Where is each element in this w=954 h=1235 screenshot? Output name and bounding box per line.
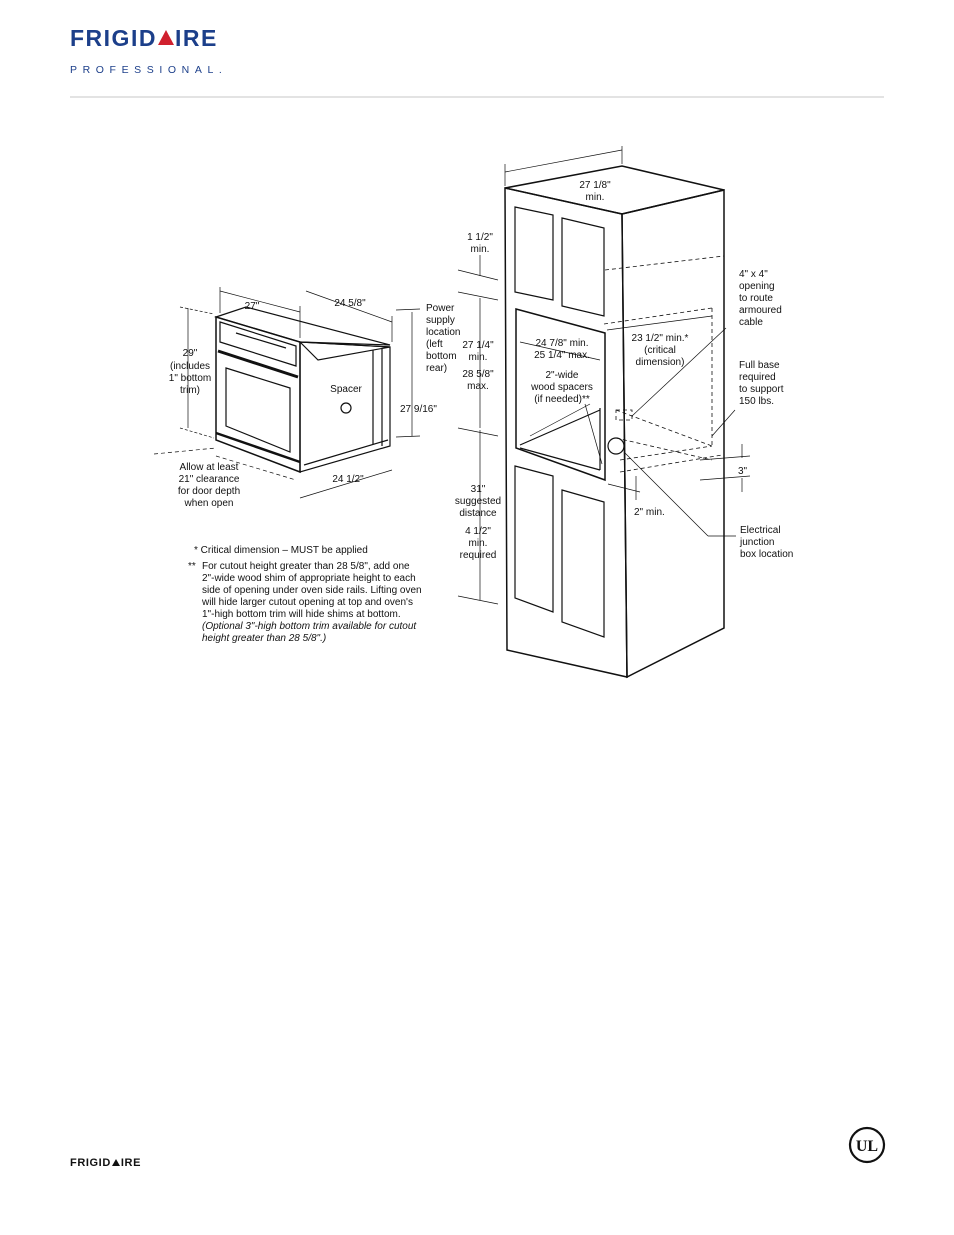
svg-text:(includes: (includes — [169, 361, 211, 372]
svg-text:min.: min. — [468, 538, 488, 549]
svg-text:to route: to route — [739, 293, 773, 304]
installation-notes — [188, 545, 422, 644]
svg-text:1" bottom: 1" bottom — [168, 373, 212, 384]
svg-text:For cutout height greater than: For cutout height greater than 28 5/8", add one — [202, 561, 410, 572]
svg-text:min.: min. — [585, 192, 605, 203]
svg-text:31": 31" — [470, 484, 486, 495]
svg-text:min.: min. — [470, 244, 490, 255]
junction-box-label — [739, 525, 793, 560]
svg-text:armoured: armoured — [739, 305, 782, 316]
svg-text:28 5/8": 28 5/8" — [462, 369, 494, 380]
svg-text:1 1/2": 1 1/2" — [467, 232, 493, 243]
svg-text:required: required — [739, 372, 776, 383]
door-clearance-label — [178, 462, 240, 509]
brand-subtitle: PROFESSIONAL. — [70, 64, 228, 76]
oven-depth-bottom-label: 24 1/2" — [332, 474, 364, 485]
cabinet-drawing — [505, 166, 724, 677]
three-inch-label: 3" — [738, 466, 748, 477]
brand-name: FRIGID IRE — [70, 25, 218, 51]
svg-text:trim): trim) — [180, 385, 200, 396]
wood-spacers-label — [530, 370, 593, 405]
critical-depth-label — [632, 333, 689, 368]
svg-text:UL: UL — [855, 1138, 879, 1155]
svg-text:4 1/2": 4 1/2" — [465, 526, 491, 537]
svg-text:wood spacers: wood spacers — [531, 382, 593, 393]
note-critical: * Critical dimension – MUST be applied — [194, 545, 368, 556]
oven-height-label — [169, 348, 211, 396]
svg-text:27 1/8": 27 1/8" — [579, 180, 611, 191]
svg-text:(critical: (critical — [644, 345, 676, 356]
svg-text:23 1/2" min.*: 23 1/2" min.* — [631, 333, 689, 344]
svg-text:Full base: Full base — [739, 360, 780, 371]
svg-text:to support: to support — [739, 384, 784, 395]
four-half-min-label — [460, 526, 497, 561]
two-inch-min-label: 2" min. — [634, 507, 665, 518]
power-supply-label — [426, 303, 460, 374]
svg-text:required: required — [459, 550, 497, 561]
note-double-star: ** — [188, 561, 196, 572]
svg-text:Allow at least: Allow at least — [179, 462, 239, 473]
svg-text:cable: cable — [739, 317, 763, 328]
svg-text:2"-wide wood shim of appropria: 2"-wide wood shim of appropriate height to each — [202, 573, 416, 584]
svg-text:(Optional 3"-high bottom trim: (Optional 3"-high bottom trim available for cutout — [202, 621, 417, 632]
svg-text:27 1/4": 27 1/4" — [462, 340, 494, 351]
oven-labels — [169, 298, 461, 509]
svg-text:dimension): dimension) — [635, 357, 685, 368]
svg-text:supply: supply — [426, 315, 455, 326]
svg-text:will hide larger cutout openin: will hide larger cutout opening at top and oven's — [202, 597, 413, 608]
top-gap-label — [467, 232, 493, 255]
svg-text:(if needed)**: (if needed)** — [534, 394, 590, 405]
oven-depth-top-label: 24 5/8" — [334, 298, 366, 309]
svg-text:side of opening under oven sid: side of opening under oven side rails. Lifting oven — [202, 585, 422, 596]
svg-text:Power: Power — [426, 303, 455, 314]
svg-text:25 1/4" max.: 25 1/4" max. — [534, 350, 590, 361]
svg-text:24 7/8" min.: 24 7/8" min. — [535, 338, 589, 349]
oven-width-label: 27" — [244, 301, 260, 312]
svg-text:for door depth: for door depth — [177, 486, 241, 497]
svg-text:Electrical: Electrical — [740, 525, 781, 536]
suggested-distance-label — [455, 484, 501, 519]
svg-text:min.: min. — [468, 352, 488, 363]
spacer-label: Spacer — [330, 384, 362, 395]
svg-text:1"-high bottom trim will hide: 1"-high bottom trim will hide shims at bottom. — [202, 609, 401, 620]
svg-text:distance: distance — [459, 508, 497, 519]
oven-side-height-label: 27 9/16" — [400, 404, 437, 415]
svg-text:29": 29" — [182, 348, 198, 359]
svg-text:(left: (left — [426, 339, 443, 350]
svg-text:21" clearance: 21" clearance — [178, 474, 240, 485]
svg-text:max.: max. — [467, 381, 489, 392]
svg-text:150 lbs.: 150 lbs. — [739, 396, 775, 407]
full-base-label — [739, 360, 784, 407]
svg-text:opening: opening — [739, 281, 775, 292]
cutout-width-label — [534, 338, 590, 361]
svg-text:2"-wide: 2"-wide — [545, 370, 579, 381]
svg-text:junction: junction — [740, 537, 775, 548]
svg-text:box location: box location — [740, 549, 794, 560]
oven-drawing — [216, 307, 390, 472]
footer-brand: FRIGID IRE — [70, 1157, 142, 1169]
svg-text:height greater than 28 5/8".): height greater than 28 5/8".) — [202, 633, 327, 644]
svg-text:location: location — [426, 327, 461, 338]
footer-triangle-icon — [112, 1159, 120, 1166]
ul-certification-icon — [848, 1126, 886, 1164]
cable-opening-label — [739, 269, 782, 328]
cutout-height-label — [462, 340, 494, 392]
svg-text:suggested: suggested — [454, 496, 502, 507]
svg-text:when open: when open — [184, 498, 234, 509]
svg-text:bottom: bottom — [426, 351, 457, 362]
svg-text:rear): rear) — [426, 363, 448, 374]
svg-text:4" x 4": 4" x 4" — [739, 269, 768, 280]
